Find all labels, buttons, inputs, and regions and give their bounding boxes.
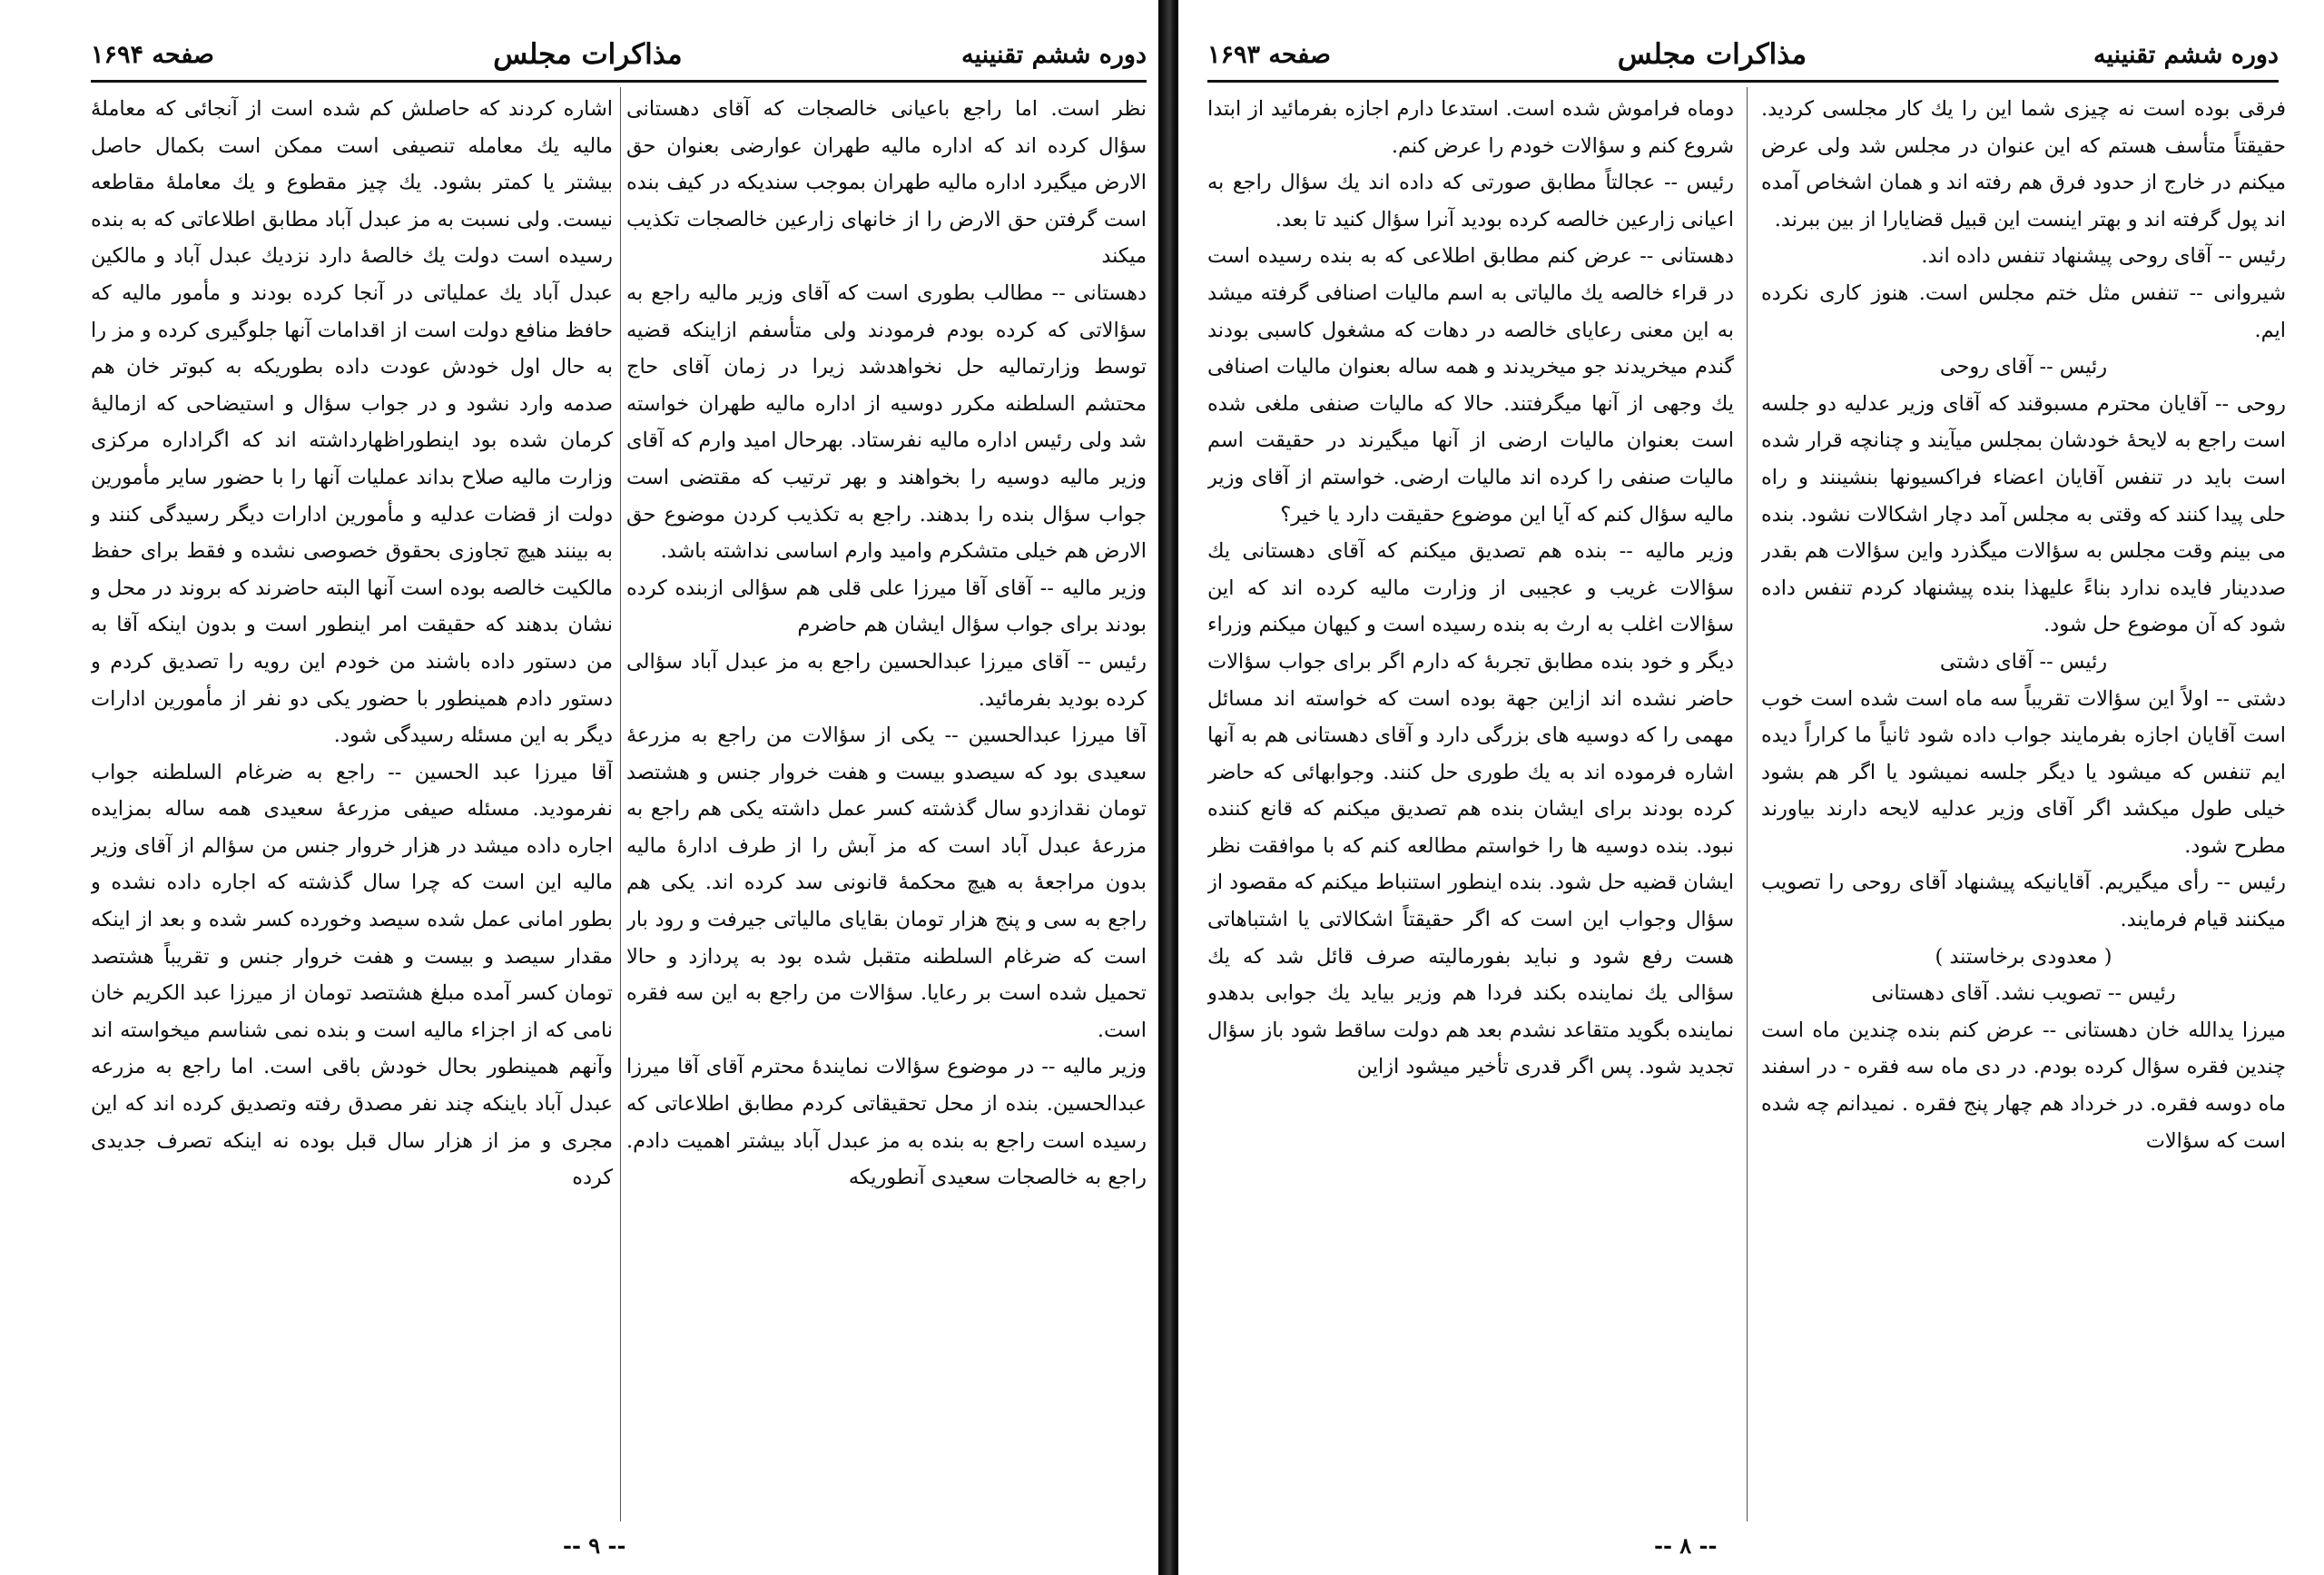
paragraph: دشتی -- اولاً این سؤالات تقریباً سه ماه است شده است خوب است آقایان اجازه بفرمایند جواب داده شود ثانیاً ما كراراً دیده ایم تنفس كه میشود یا دیگر جلسه نمیشود یا اگر هم بشود خیلی طول میكشد اگر آقای وزیر عدلیه لایحه دارند بیاورند مطرح شود. [1761,686,2286,858]
header-rule [1207,80,2279,83]
publication-title: مذاکرات مجلس [493,38,683,71]
paragraph: رئیس -- تصویب نشد. آقای دهستانی [1871,981,2176,1006]
paragraph: دوماه فراموش شده است. استدعا دارم اجازه بفرمائید از ابتدا شروع كنم و سؤالات خودم را عرض كنم. [1207,97,1734,158]
paragraph: وزیر مالیه -- بنده هم تصدیق میکنم كه آقای دهستانی یك سؤالات غریب و عجیبی از وزارت مالیه كرده اند كه این سؤالات اغلب به ارث به بنده رسیده است و كیهان میكنم وزراء دیگر و خود بنده مطابق تجربهٔ كه دارم اگر برای جواب سؤالات حاضر نشده اند ازاین جهة بوده است كه خواسته اند مسائل مهمی را كه دوسیه های بزرگی دارد و آقای دهستانی هم به آنها اشاره فرموده اند به یك طوری حل كنند. وجوابهائی كه حاضر كرده بودند برای ایشان بنده هم تصدیق میكنم كه قانع كننده نبود. بنده دوسیه ها را خواستم مطالعه كنم كه با موافقت نظر ایشان قضیه حل شود. بنده اینطور استنباط میكنم كه مقصود از سؤال وجواب این است كه اگر حقیقتاً اشكالاتی یا اشتباهاتی هست رفع شود و نباید بفورمالیته صرف قائل شد كه یك سؤالی یك نماینده بكند فردا هم وزیر بیاید یك جوابی بدهدو نماینده بگوید متقاعد نشدم بعد هم دولت ساقط شود باز سؤال تجدید شود. پس اگر قدری تأخیر میشود ازاین [1207,539,1734,1079]
column-divider [1747,87,1748,1521]
paragraph: اشاره كردند كه حاصلش كم شده است از آنجائی كه معاملهٔ مالیه یك معامله تنصیفی است ممكن است بكمال حاصل بیشتر یا كمتر بشود. یك چیز مقطوع و یك معاملهٔ مقاطعه نیست. ولی نسبت به مز عبدل آباد مطابق اطلاعاتی كه به بنده رسیده است دولت یك خالصهٔ دارد نزدیك عبدل آباد و مالكین عبدل آباد یك عملیاتی در آنجا كرده بودند و مأمور مالیه كه حافظ منافع دولت است از اقدامات آنها جلوگیری كرده و مز را به حال اول خودش عودت داده بطوریكه به كبوتر خان هم صدمه وارد نشود و در جواب سؤال و استیضاحی كه ازمالیهٔ كرمان شده بود اینطوراظهارداشته اند كه اگراداره مركزی وزارت مالیه صلاح بداند عملیات آنها را با حضور سایر مأمورین دولت از قضات عدلیه و مأمورین ادارات دیگر رسیدگی كنند و به بینند هیچ تجاوزی بحقوق خصوصی نشده و فقط برای حفظ مالكیت خالصه بوده است آنها البته حاضرند كه بروند در محل و نشان بدهند كه حقیقت امر اینطور است و بدون اینكه آقا به من دستور داده باشند من خودم این رویه را تصدیق كردم و دستور دادم همینطور با حضور یكی دو نفر از مأمورین ادارات دیگر به این مسئله رسیدگی شود. [91,97,613,748]
paragraph: رئیس -- عجالتاً مطابق صورتی كه داده اند یك سؤال راجع به اعیانی زارعین خالصه كرده بودید آنرا سؤال كنید تا بعد. [1207,171,1734,231]
publication-title: مذاکرات مجلس [1617,38,1807,71]
paragraph: روحی -- آقایان محترم مسبوقند كه آقای وزیر عدلیه دو جلسه است راجع به لایحهٔ خودشان بمجلس میآیند و چنانچه قرار شده است باید در تنفس آقایان اعضاء فراكسیونها بنشینند و راه حلی پیدا كنند كه وقتی به مجلس آمد دچار اشكالات نشود. بنده می بینم وقت مجلس به سؤالات میگذرد واین سؤالات هم بقدر صددینار فایده ندارد بناءً علیهذا بنده پیشنهاد كردم تنفس داده شود كه آن موضوع حل شود. [1761,391,2286,637]
text-column-left [91,91,613,1507]
paragraph: دهستانی -- عرض كنم مطابق اطلاعی كه به بنده رسیده است در قراء خالصه یك مالیاتی به اسم مالیات اصنافی گرفته میشد به این معنی رعایای خالصه در دهات كه مشغول كاسبی بودند گندم میخریدند جو میخریدند و همه ساله بعنوان مالیات اصنافی یك وجهی از آنها میگرفتند. حالا كه مالیات صنفی ملغی شده است بعنوان مالیات ارضی از آنها میگیرند در حقیقت اسم مالیات صنفی را كرده اند مالیات ارضی. خواستم از آقای وزیر مالیه سؤال كنم كه آیا این موضوع حقیقت دارد یا خیر؟ [1207,244,1734,527]
header-rule [91,80,1147,83]
page-1693 [1173,0,2324,1575]
paragraph: وزیر مالیه -- آقای آقا میرزا علی قلی هم سؤالی ازبنده كرده بودند برای جواب سؤال ایشان هم حاضرم [626,576,1147,637]
page-header [1207,27,2279,82]
page-header [91,27,1147,82]
paragraph: رئیس -- آقای روحی [1939,355,2108,379]
text-column-left [1207,91,1734,1507]
paragraph: نظر است. اما راجع باعیانی خالصجات كه آقای دهستانی سؤال كرده اند كه اداره مالیه طهران عوارضی بعنوان حق الارض میگیرد اداره مالیه طهران بموجب سندیكه در كیف بنده است گرفتن حق الارض را از خانهای زارعین خالصجات تكذیب میكند [626,97,1147,269]
paragraph: وزیر مالیه -- در موضوع سؤالات نمایندهٔ محترم آقای آقا میرزا عبدالحسین. بنده از محل تحقیقاتی كردم مطابق اطلاعاتی كه رسیده است راجع به بنده به مز عبدل آباد بیشتر اهمیت دادم. راجع به خالصجات سعیدی آنطوریكه [626,1055,1147,1190]
paragraph: فرقی بوده است نه چیزی شما این را یك كار مجلسی كردید. حقیقتاً متأسف هستم كه این عنوان در مجلس شد ولی عرض میکنم در خارج از حدود فرق هم رفته اند و همان اشخاص آمده اند پول گرفته اند و بهتر اینست این قبیل قضایارا از بین ببرند. [1761,97,2286,231]
paragraph: آقا میرزا عبدالحسین -- یكی از سؤالات من راجع به مزرعهٔ سعیدی بود كه سیصدو بیست و هفت خروار جنس و هشتصد تومان نقدازدو سال گذشته كسر عمل داشته یكی هم راجع به مزرعهٔ عبدل آباد است كه مز آبش را از طرف ادارهٔ مالیه بدون مراجعهٔ به هیچ محكمهٔ قانونی سد كرده اند. یكی هم راجع به سی و پنج هزار تومان بقایای مالیاتی جیرفت و رود بار است كه ضرغام السلطنه متقبل شده بود به پردازد و حالا تحمیل شده است بر رعایا. سؤالات من راجع به این سه فقره است. [626,724,1147,1042]
paragraph: رئیس -- آقای میرزا عبدالحسین راجع به مز عبدل آباد سؤالی كرده بودید بفرمائید. [626,649,1147,711]
paragraph: شیروانی -- تنفس مثل ختم مجلس است. هنوز کاری نکرده ایم. [1761,281,2286,342]
page-number: صفحه ۱۶۹۳ [1207,40,1331,69]
page-number: صفحه ۱۶۹۴ [91,40,214,69]
paragraph: رئیس -- آقای دشتی [1939,649,2108,674]
page-footer: -- ۸ -- [1654,1532,1718,1559]
column-divider [620,87,621,1521]
page-footer: -- ۹ -- [563,1532,626,1559]
paragraph: رئیس -- آقای روحی پیشنهاد تنفس داده اند. [1921,244,2286,269]
text-column-right [1761,91,2286,1507]
paragraph: آقا میرزا عبد الحسین -- راجع به ضرغام السلطنه جواب نفرمودید. مسئله صیفی مزرعهٔ سعیدی همه ساله بمزایده اجاره داده میشد در هزار خروار جنس من سؤالم از آقای وزیر مالیه این است كه چرا سال گذشته كه اجاره داده نشده و بطور امانی عمل شده سیصد وخورده كسر شده و بعد از اینكه مقدار سیصد و بیست و هفت خروار جنس و تقریباً هشتصد تومان كسر آمده مبلغ هشتصد تومان از میرزا عبد الكریم خان نامی كه از اجزاء مالیه است و بنده نمی شناسم میخواسته اند وآنهم همینطور بحال خودش باقی است. اما راجع به مزرعه عبدل آباد باینكه چند نفر مصدق رفته وتصدیق كرده اند كه این مجری و مز از هزار سال قبل بوده نه اینكه تصرف جدیدی كرده [91,760,613,1190]
session-period: دوره ششم تقنینیه [961,40,1147,69]
paragraph: میرزا یدالله خان دهستانی -- عرض كنم بنده چندین ماه است چندین فقره سؤال كرده بودم. در دی ماه سه فقره - در اسفند ماه دوسه فقره. در خرداد هم چهار پنج فقره . نمیدانم چه شده است كه سؤالات [1761,1018,2286,1153]
paragraph: رئیس -- رأی میگیریم. آقایانیكه پیشنهاد آقای روحی را تصویب میکنند قیام فرمایند. [1761,871,2286,932]
paragraph: دهستانی -- مطالب بطوری است كه آقای وزیر مالیه راجع به سؤالاتی كه كرده بودم فرمودند ولی متأسفم ازاینكه قضیه توسط وزارتمالیه حل نخواهدشد زیرا در زمان آقای حاج محتشم السلطنه مكرر دوسیه از اداره مالیه طهران خواسته شد ولی رئیس اداره مالیه نفرستاد. بهرحال امید وارم كه آقای وزیر مالیه دوسیه را بخواهند و بهر ترتیب كه مقتضی است جواب سؤال بنده را بدهند. راجع به تكذیب كردن موضوع حق الارض هم خیلی متشكرم وامید وارم اساسی نداشته باشد. [626,281,1147,564]
text-column-right [626,91,1147,1507]
session-period: دوره ششم تقنینیه [2093,40,2279,69]
paragraph: ( معدودی برخاستند ) [1935,944,2112,969]
